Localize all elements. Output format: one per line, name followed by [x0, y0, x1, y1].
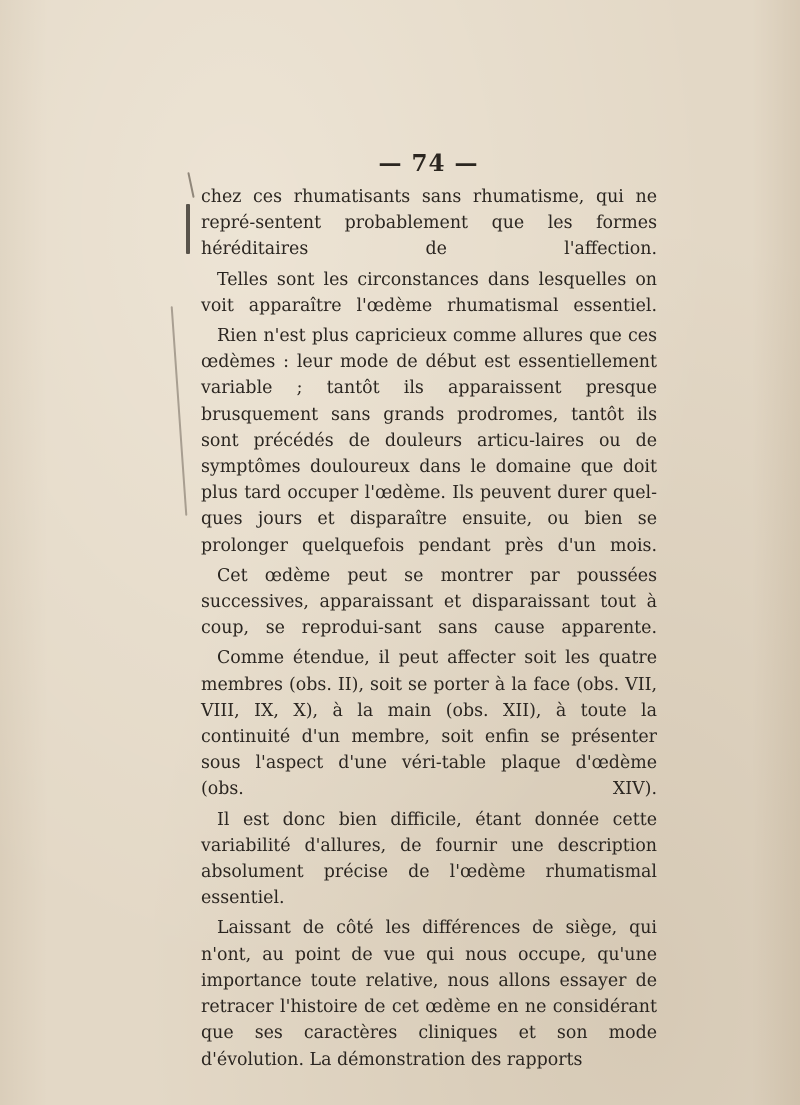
- margin-pencil-mark: [171, 306, 187, 516]
- paragraph: Telles sont les circonstances dans lesquelles on voit apparaître l'œdème rhumatismal essentiel.: [201, 269, 657, 316]
- paragraph: Il est donc bien difficile, étant donnée cette variabilité d'allures, de fournir une description absolument précise de l'œdème rhumatismal essentiel.: [201, 809, 657, 909]
- margin-pencil-mark: [186, 204, 190, 254]
- paragraph: Rien n'est plus capricieux comme allures que ces œdèmes : leur mode de début est essentiellement variable ; tantôt ils apparaissent presque brusquement sans grands prodromes, tantôt ils sont précédés de douleurs articu-laires ou de symptômes douloureux dans le domaine que doit plus tard occuper l'œdème. Ils peuvent durer quel-ques jours et disparaître ensuite, ou bien se prolonger quelquefois pendant près d'un mois.: [201, 326, 657, 556]
- page-number: — 74 —: [378, 150, 479, 177]
- paragraph: chez ces rhumatisants sans rhumatisme, qui ne repré-sentent probablement que les formes héréditaires de l'affection.: [201, 187, 657, 260]
- paragraph: Cet œdème peut se montrer par poussées successives, apparaissant et disparaissant tout à coup, se reprodui-sant sans cause apparente.: [201, 565, 657, 639]
- paragraph: Laissant de côté les différences de siège, qui n'ont, au point de vue qui nous occupe, qu'une importance toute relative, nous allons essayer de retracer l'histoire de cet œdème en ne considérant que ses caractères cliniques et son mode d'évolution. La démonstration des rapports: [201, 918, 657, 1070]
- body-text: [201, 184, 657, 1073]
- paragraph: Comme étendue, il peut affecter soit les quatre membres (obs. II), soit se porter à la face (obs. VII, VIII, IX, X), à la main (obs. XII), à toute la continuité d'un membre, soit enfin se présenter sous l'aspect d'une véri-table plaque d'œdème (obs. XIV).: [201, 648, 657, 800]
